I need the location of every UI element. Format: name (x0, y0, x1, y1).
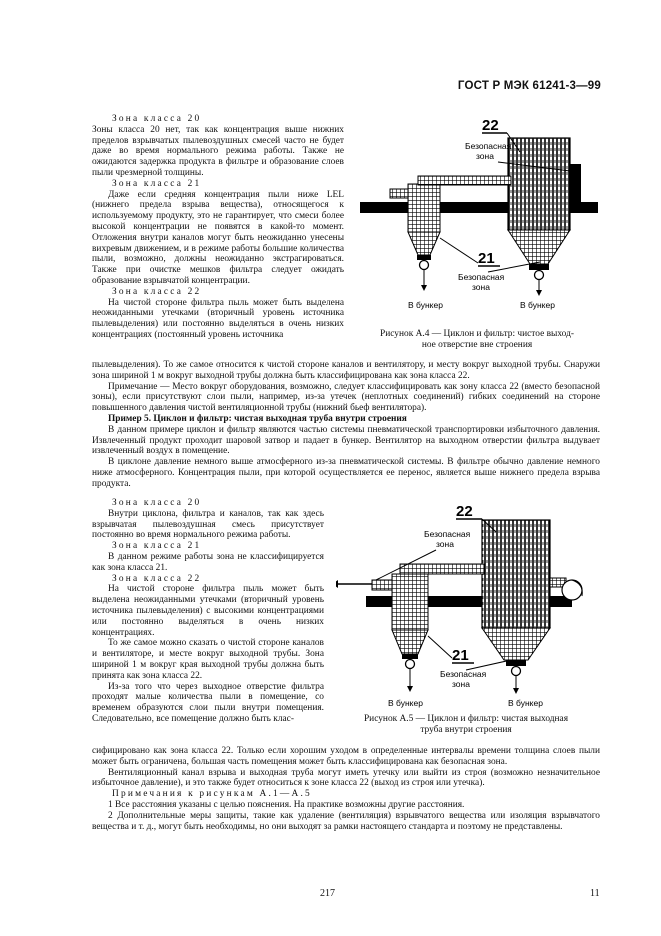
paragraph: В циклоне давление немного выше атмосферного из-за пневматической системы. В фильтре обычно давление немного ниже атмосферного. Концентрация пыли, при которой осуществляется ее перенос, является выше нижнего предела взрыва продукта. (92, 457, 600, 489)
svg-text:зона: зона (452, 679, 470, 689)
figure-a4 (360, 112, 600, 317)
paragraph: Зона класса 22 (112, 286, 202, 297)
svg-text:Безопасная: Безопасная (424, 529, 471, 539)
svg-text:зона: зона (436, 539, 454, 549)
svg-text:зона: зона (472, 282, 490, 292)
svg-text:зона: зона (476, 151, 494, 161)
paragraph: То же самое можно сказать о чистой стороне каналов и вентиляторе, и месте вокруг выходной трубы. Зона шириной 1 м вокруг края выходной трубы должна быть принята как зона класса 22. (92, 638, 324, 681)
paragraph: В данном примере циклон и фильтр являются частью системы пневматической транспортировки избыточного давления. Извлеченный продукт проходит шаровой затвор и падает в бункер. Вентилятор на выходном отверстии фильтра выдувает извлеченный воздух в помещение. (92, 424, 600, 457)
figure-a5-caption: Рисунок А.5 — Циклон и фильтр: чистая выходная труба внутри строения (363, 714, 569, 735)
svg-text:В бункер: В бункер (388, 698, 423, 708)
paragraph: Примечания к рисункам А.1—А.5 (112, 789, 312, 800)
zone-22-label: 22 (456, 503, 473, 520)
svg-text:Безопасная: Безопасная (465, 141, 512, 151)
text-block-middle (92, 360, 600, 490)
text-column-top (92, 114, 344, 341)
paragraph: Зона класса 20 (112, 114, 202, 124)
paragraph: Зона класса 21 (112, 541, 202, 552)
paragraph: 1 Все расстояния указаны с целью пояснения. На практике возможны другие расстояния. (108, 799, 465, 810)
zone-22-label: 22 (482, 117, 499, 134)
page-number: 217 (320, 888, 335, 899)
svg-text:Безопасная: Безопасная (440, 669, 487, 679)
svg-text:В бункер: В бункер (520, 300, 555, 310)
paragraph: Зона класса 22 (112, 573, 202, 584)
paragraph: Примечание — Место вокруг оборудования, возможно, следует классифицировать как зону класса 22 (вместо безопасной зоны), если присутствуют слои пыли, например, из-за утечек (неплотных соединений) гибких соединений на стороне повышенного давления чистой вентиляционной трубы (нижний бьеф вентилятора). (92, 381, 600, 414)
paragraph: Пример 5. Циклон и фильтр: чистая выходная труба внутри строения (108, 413, 407, 424)
paragraph: Даже если средняя концентрация пыли ниже LEL (нижнего предела взрыва вещества), относящегося к используемому продукту, это не гарантирует, что смеси более высокой концентрации не появятся в какой-то момент. Отложения внутри каналов могут быть неожиданно унесены вихревым движением, и в режиме работы большие количества пыли, возможно, должны неожиданно экстрагироваться. Также при очистке мешков фильтра следует ожидать образование взрывчатой концентрации. (92, 189, 344, 286)
text-block-bottom (92, 746, 600, 832)
paragraph: Зона класса 21 (112, 178, 202, 189)
zone-21-label: 21 (478, 250, 495, 267)
paragraph: Зона класса 20 (112, 498, 202, 508)
paragraph: 2 Дополнительные меры защиты, такие как удаление (вентиляция) взрывчатого вещества или изоляция взрывчатого вещества и т. д., могут быть необходимы, но они выходят за рамки настоящего стандарта и поэтому не представлены. (92, 810, 600, 832)
page-number-right: 11 (590, 888, 600, 899)
paragraph: В данном режиме работы зона не классифицируется как зона класса 21. (92, 551, 324, 573)
paragraph: Вентиляционный канал взрыва и выходная труба могут иметь утечку или выйти из строя (возможно незначительное избыточное давление), и это также будет относиться к зоне класса 22 (выход из строя или утечка). (92, 767, 600, 789)
zone-21-label: 21 (452, 647, 469, 664)
text-column-bottom (92, 498, 324, 725)
paragraph: Зоны класса 20 нет, так как концентрация выше нижних пределов взрывчатых пылевоздушных смесей часто не будет даже во время нормального режима работы. Также не ожидаются задержка продукта в фильтре и образование слоев пыли чрезмерной толщины. (92, 124, 344, 178)
paragraph: Внутри циклона, фильтра и каналов, так как здесь взрывчатая пылевоздушная смесь присутствует постоянно во время нормального режима работы. (92, 508, 324, 541)
paragraph: На чистой стороне фильтра пыль может быть выделена неожиданными утечками (вторичный уровень источника пылевыделения) с высокими концентрациями или постоянно выделяться в очень низких концентрациях. (92, 584, 324, 638)
svg-text:В бункер: В бункер (508, 698, 543, 708)
figure-a4-caption: Рисунок А.4 — Циклон и фильтр: чистое выход- ное отверстие вне строения (380, 329, 574, 350)
paragraph: пылевыделения). То же самое относится к чистой стороне каналов и вентилятору, и месту вокруг выходной трубы. Снаружи зона шириной 1 м вокруг выходной трубы должна быть классифицирована как зона класса 22. (92, 360, 600, 381)
svg-text:Безопасная: Безопасная (458, 272, 505, 282)
figure-a5 (336, 500, 604, 712)
svg-text:В бункер: В бункер (408, 300, 443, 310)
document-header: ГОСТ Р МЭК 61241-3—99 (457, 80, 601, 92)
paragraph: На чистой стороне фильтра пыль может быть выделена неожиданными утечками (вторичный уровень источника пылевыделения) или постоянно выделяться в очень низких концентрациях (постоянный уровень источника (92, 297, 344, 340)
paragraph: сифицировано как зона класса 22. Только если хорошим уходом в определенные интервалы времени толщина слоев пыли может быть ограничена, большая часть помещения может быть классифицирована как безопасная зона. (92, 746, 600, 767)
paragraph: Из-за того что через выходное отверстие фильтра проходят малые количества пыли в помещение, со временем образуются слои пыли внутри помещения. Следовательно, все помещение должно быть клас- (92, 681, 324, 724)
